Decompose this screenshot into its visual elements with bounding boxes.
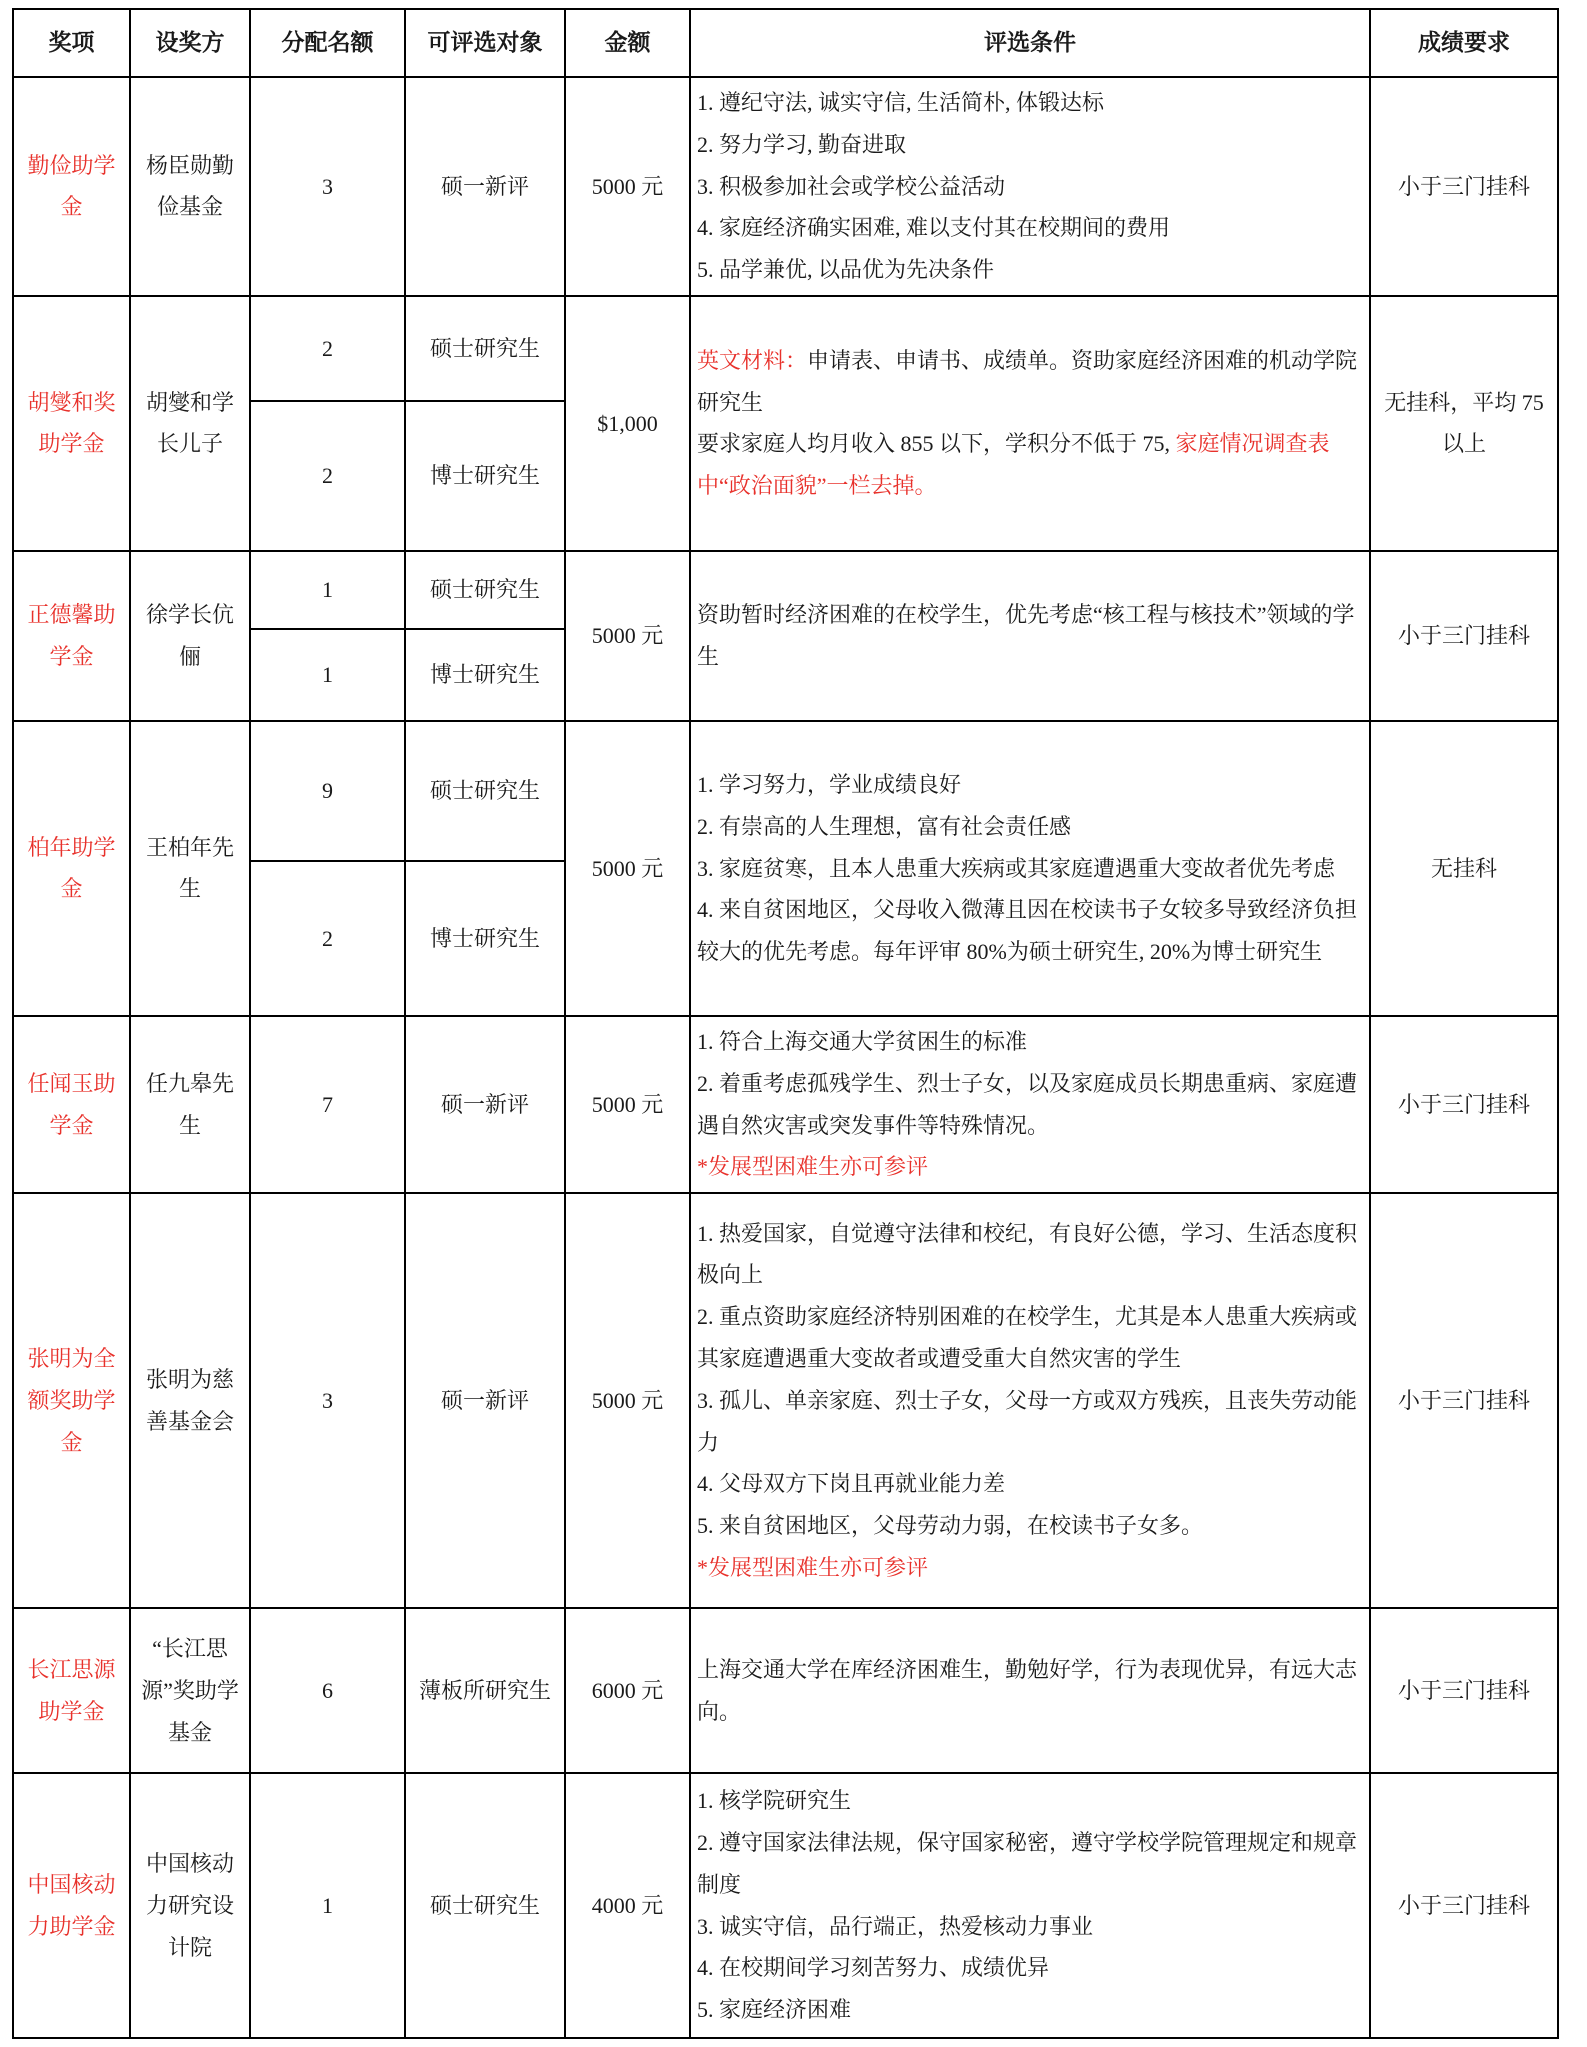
criteria-text: 1. 学习努力，学业成绩良好: [697, 771, 962, 797]
scholarship-table: [12, 8, 1559, 2039]
table-row: [13, 1773, 1558, 2038]
amount-cell: 4000 元: [565, 1773, 690, 2038]
award-name-cell: 勤俭助学金: [13, 77, 130, 296]
column-header-6: 成绩要求: [1370, 9, 1558, 77]
sponsor-cell: “长江思源”奖助学基金: [130, 1608, 250, 1773]
award-name-cell: 任闻玉助学金: [13, 1016, 130, 1193]
eligible-target-cell: 硕士研究生: [405, 551, 565, 629]
sponsor-cell: 张明为慈善基金会: [130, 1193, 250, 1608]
criteria-cell: [690, 1773, 1370, 2038]
criteria-text: 1. 遵纪守法, 诚实守信, 生活简朴, 体锻达标: [697, 90, 1105, 115]
criteria-line: [697, 1213, 1363, 1297]
criteria-line: [697, 1547, 1363, 1589]
award-name-cell: 长江思源助学金: [13, 1608, 130, 1773]
criteria-text: 3. 积极参加社会或学校公益活动: [697, 173, 1006, 199]
quota-count-cell: 7: [250, 1016, 405, 1193]
criteria-line: [697, 1822, 1363, 1906]
criteria-text: 2. 重点资助家庭经济特别困难的在校学生，尤其是本人患重大疾病或其家庭遭遇重大变故者或遭受重大自然灾害的学生: [697, 1304, 1358, 1371]
grade-requirement-cell: 小于三门挂科: [1370, 1016, 1558, 1193]
criteria-line: [697, 1463, 1363, 1505]
quota-count-cell: 1: [250, 1773, 405, 2038]
quota-count-cell: 1: [250, 551, 405, 629]
grade-requirement-cell: 无挂科，平均 75 以上: [1370, 296, 1558, 551]
criteria-text-highlight: 英文材料：: [697, 347, 808, 373]
quota-count-cell: 2: [250, 296, 405, 401]
sponsor-cell: 徐学长伉俪: [130, 551, 250, 721]
table-row: [13, 77, 1558, 296]
criteria-line: [697, 1649, 1363, 1733]
column-header-5: 评选条件: [690, 9, 1370, 77]
quota-count-cell: 6: [250, 1608, 405, 1773]
criteria-line: [697, 848, 1363, 890]
criteria-text: 1. 符合上海交通大学贫困生的标准: [697, 1028, 1028, 1054]
criteria-line: [697, 889, 1363, 973]
criteria-text: 3. 家庭贫寒，且本人患重大疾病或其家庭遭遇重大变故者优先考虑: [697, 855, 1336, 881]
criteria-text: 资助暂时经济困难的在校学生，优先考虑“核工程与核技术”领域的学生: [697, 602, 1355, 669]
criteria-line: [697, 340, 1363, 424]
criteria-line: [697, 1296, 1363, 1380]
amount-cell: $1,000: [565, 296, 690, 551]
criteria-cell: [690, 1608, 1370, 1773]
criteria-text-highlight: *发展型困难生亦可参评: [697, 1554, 929, 1580]
criteria-line: [697, 806, 1363, 848]
criteria-text: 1. 热爱国家，自觉遵守法律和校纪，有良好公德，学习、生活态度积极向上: [697, 1220, 1358, 1288]
criteria-text: 4. 家庭经济确实困难, 难以支付其在校期间的费用: [697, 215, 1171, 241]
column-header-4: 金额: [565, 9, 690, 77]
criteria-text: 2. 着重考虑孤残学生、烈士子女，以及家庭成员长期患重病、家庭遭遇自然灾害或突发事件等特殊情况。: [697, 1070, 1358, 1138]
criteria-line: [697, 82, 1363, 124]
criteria-cell: [690, 721, 1370, 1016]
criteria-line: [697, 207, 1363, 249]
award-name-cell: 正德馨助学金: [13, 551, 130, 721]
criteria-line: [697, 1780, 1363, 1822]
criteria-text: 申请表、申请书、成绩单。资助家庭经济困难的机动学院研究生: [697, 347, 1358, 415]
criteria-cell: [690, 1193, 1370, 1608]
scholarship-table-page: [0, 8, 1587, 2039]
criteria-line: [697, 764, 1363, 806]
criteria-text: 2. 有崇高的人生理想，富有社会责任感: [697, 813, 1072, 839]
sponsor-cell: 任九皋先生: [130, 1016, 250, 1193]
criteria-line: [697, 423, 1363, 507]
amount-cell: 5000 元: [565, 1193, 690, 1608]
column-header-3: 可评选对象: [405, 9, 565, 77]
amount-cell: 5000 元: [565, 721, 690, 1016]
grade-requirement-cell: 小于三门挂科: [1370, 551, 1558, 721]
criteria-text: 3. 孤儿、单亲家庭、烈士子女，父母一方或双方残疾，且丧失劳动能力: [697, 1387, 1358, 1455]
criteria-text: 4. 父母双方下岗且再就业能力差: [697, 1471, 1006, 1497]
criteria-line: [697, 1505, 1363, 1547]
grade-requirement-cell: 无挂科: [1370, 721, 1558, 1016]
table-body: [13, 77, 1558, 2038]
eligible-target-cell: 硕一新评: [405, 77, 565, 296]
column-header-1: 设奖方: [130, 9, 250, 77]
criteria-line: [697, 1906, 1363, 1948]
grade-requirement-cell: 小于三门挂科: [1370, 1608, 1558, 1773]
criteria-text: 3. 诚实守信，品行端正，热爱核动力事业: [697, 1913, 1094, 1939]
sponsor-cell: 中国核动力研究设计院: [130, 1773, 250, 2038]
grade-requirement-cell: 小于三门挂科: [1370, 1773, 1558, 2038]
quota-count-cell: 2: [250, 401, 405, 551]
amount-cell: 5000 元: [565, 551, 690, 721]
quota-count-cell: 1: [250, 629, 405, 721]
criteria-text: 要求家庭人均月收入 855 以下，学积分不低于 75,: [697, 431, 1176, 457]
criteria-cell: [690, 77, 1370, 296]
amount-cell: 6000 元: [565, 1608, 690, 1773]
criteria-cell: [690, 296, 1370, 551]
grade-requirement-cell: 小于三门挂科: [1370, 1193, 1558, 1608]
criteria-line: [697, 166, 1363, 208]
criteria-text: 1. 核学院研究生: [697, 1788, 852, 1814]
eligible-target-cell: 硕士研究生: [405, 296, 565, 401]
eligible-target-cell: 硕士研究生: [405, 721, 565, 861]
table-row: [13, 551, 1558, 629]
award-name-cell: 胡燮和奖助学金: [13, 296, 130, 551]
sponsor-cell: 胡燮和学长儿子: [130, 296, 250, 551]
criteria-text-highlight: *发展型困难生亦可参评: [697, 1154, 929, 1180]
criteria-line: [697, 124, 1363, 166]
criteria-line: [697, 249, 1363, 291]
award-name-cell: 中国核动力助学金: [13, 1773, 130, 2038]
criteria-text-highlight: 家庭情况调查表中“政治面貌”一栏去掉。: [697, 431, 1330, 499]
eligible-target-cell: 博士研究生: [405, 861, 565, 1016]
eligible-target-cell: 硕士研究生: [405, 1773, 565, 2038]
criteria-line: [697, 1947, 1363, 1989]
eligible-target-cell: 薄板所研究生: [405, 1608, 565, 1773]
amount-cell: 5000 元: [565, 77, 690, 296]
criteria-text: 上海交通大学在库经济困难生，勤勉好学，行为表现优异，有远大志向。: [697, 1656, 1358, 1724]
award-name-cell: 柏年助学金: [13, 721, 130, 1016]
eligible-target-cell: 硕一新评: [405, 1016, 565, 1193]
criteria-line: [697, 1146, 1363, 1188]
eligible-target-cell: 硕一新评: [405, 1193, 565, 1608]
criteria-line: [697, 1063, 1363, 1147]
criteria-text: 5. 家庭经济困难: [697, 1997, 852, 2023]
sponsor-cell: 杨臣勋勤俭基金: [130, 77, 250, 296]
criteria-text: 5. 来自贫困地区，父母劳动力弱，在校读书子女多。: [697, 1513, 1204, 1539]
column-header-2: 分配名额: [250, 9, 405, 77]
criteria-cell: [690, 1016, 1370, 1193]
eligible-target-cell: 博士研究生: [405, 401, 565, 551]
criteria-line: [697, 1989, 1363, 2031]
grade-requirement-cell: 小于三门挂科: [1370, 77, 1558, 296]
amount-cell: 5000 元: [565, 1016, 690, 1193]
table-row: [13, 1016, 1558, 1193]
table-row: [13, 721, 1558, 861]
quota-count-cell: 3: [250, 1193, 405, 1608]
quota-count-cell: 2: [250, 861, 405, 1016]
criteria-text: 4. 来自贫困地区，父母收入微薄且因在校读书子女较多导致经济负担较大的优先考虑。每年评审 80%为硕士研究生, 20%为博士研究生: [697, 897, 1358, 965]
sponsor-cell: 王柏年先生: [130, 721, 250, 1016]
criteria-line: [697, 1380, 1363, 1464]
criteria-text: 2. 努力学习, 勤奋进取: [697, 131, 907, 157]
criteria-text: 4. 在校期间学习刻苦努力、成绩优异: [697, 1955, 1050, 1981]
table-header-row: [13, 9, 1558, 77]
criteria-text: 5. 品学兼优, 以品优为先决条件: [697, 257, 995, 283]
criteria-text: 2. 遵守国家法律法规，保守国家秘密，遵守学校学院管理规定和规章制度: [697, 1830, 1358, 1897]
quota-count-cell: 3: [250, 77, 405, 296]
eligible-target-cell: 博士研究生: [405, 629, 565, 721]
document-body: [0, 8, 1587, 2039]
table-row: [13, 296, 1558, 401]
criteria-line: [697, 1021, 1363, 1063]
table-row: [13, 1193, 1558, 1608]
quota-count-cell: 9: [250, 721, 405, 861]
award-name-cell: 张明为全额奖助学金: [13, 1193, 130, 1608]
table-row: [13, 1608, 1558, 1773]
criteria-cell: [690, 551, 1370, 721]
column-header-0: 奖项: [13, 9, 130, 77]
criteria-line: [697, 594, 1363, 678]
